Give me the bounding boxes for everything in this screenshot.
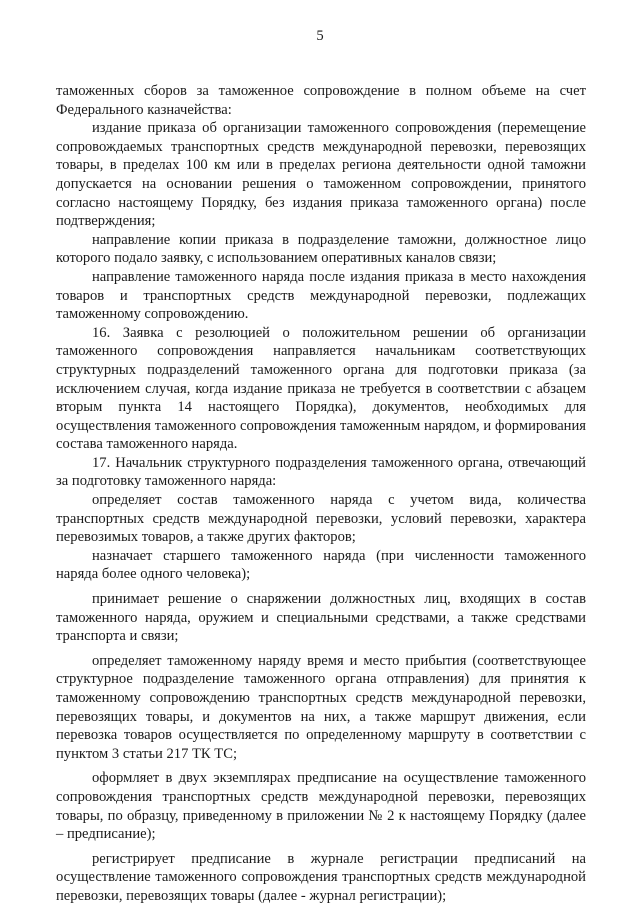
- paragraph: издание приказа об организации таможенного сопровождения (перемещение сопровождаемых транспортных средств международной перевозки, перевозящих товары, в пределах 100 км или в пределах региона деятельности одной таможни допускается на основании решения о таможенном сопровождении, принятого согласно настоящему Порядку, без издания приказа таможенного органа) после подтверждения;: [56, 120, 586, 230]
- paragraph: определяет состав таможенного наряда с учетом вида, количества транспортных средств международной перевозки, условий перевозки, характера перевозимых товаров, а также других факторов;: [56, 492, 586, 546]
- paragraph: направление таможенного наряда после издания приказа в место нахождения товаров и транспортных средств международной перевозки, подлежащих таможенному сопровождению.: [56, 268, 586, 323]
- paragraph: принимает решение о снаряжении должностных лиц, входящих в состав таможенного наряда, оружием и специальными средствами, а также средствами транспорта и связи;: [56, 591, 586, 645]
- paragraph: таможенных сборов за таможенное сопровождение в полном объеме на счет Федерального казначейства:: [56, 83, 586, 118]
- page-number: 5: [316, 28, 324, 44]
- paragraph: оформляет в двух экземплярах предписание на осуществление таможенного сопровождения транспортных средств международной перевозки, перевозящих товары, по образцу, приведенному в приложении № 2 к настоящему Порядку (далее – предписание);: [56, 770, 586, 843]
- paragraph: направление копии приказа в подразделение таможни, должностное лицо которого подало заявку, с использованием оперативных каналов связи;: [56, 231, 586, 267]
- paragraph: назначает старшего таможенного наряда (при численности таможенного наряда более одного человека);: [56, 547, 586, 583]
- paragraph: 17. Начальник структурного подразделения таможенного органа, отвечающий за подготовку таможенного наряда:: [56, 454, 586, 490]
- paragraph: определяет таможенному наряду время и место прибытия (соответствующее структурное подразделение таможенного органа отправления) для принятия к таможенному сопровождению транспортных средств международной перевозки, перевозящих товары, и документов на них, а также маршрут движения, если перевозка товаров осуществляется по определенному маршруту в соответствии с пунктом 3 статьи 217 ТК ТС;: [56, 652, 586, 762]
- document-body: [56, 82, 586, 906]
- paragraph: регистрирует предписание в журнале регистрации предписаний на осуществление таможенного сопровождения транспортных средств международной перевозки, перевозящих товары (далее - журнал регистрации);: [56, 850, 586, 904]
- paragraph: 16. Заявка с резолюцией о положительном решении об организации таможенного сопровождения направляется начальникам соответствующих структурных подразделений таможенного органа для подготовки приказа (за исключением случая, когда издание приказа не требуется в соответствии с абзацем вторым пункта 14 настоящего Порядка), документов, необходимых для осуществления таможенного сопровождения таможенным нарядом, и формирования состава таможенного наряда.: [56, 324, 586, 453]
